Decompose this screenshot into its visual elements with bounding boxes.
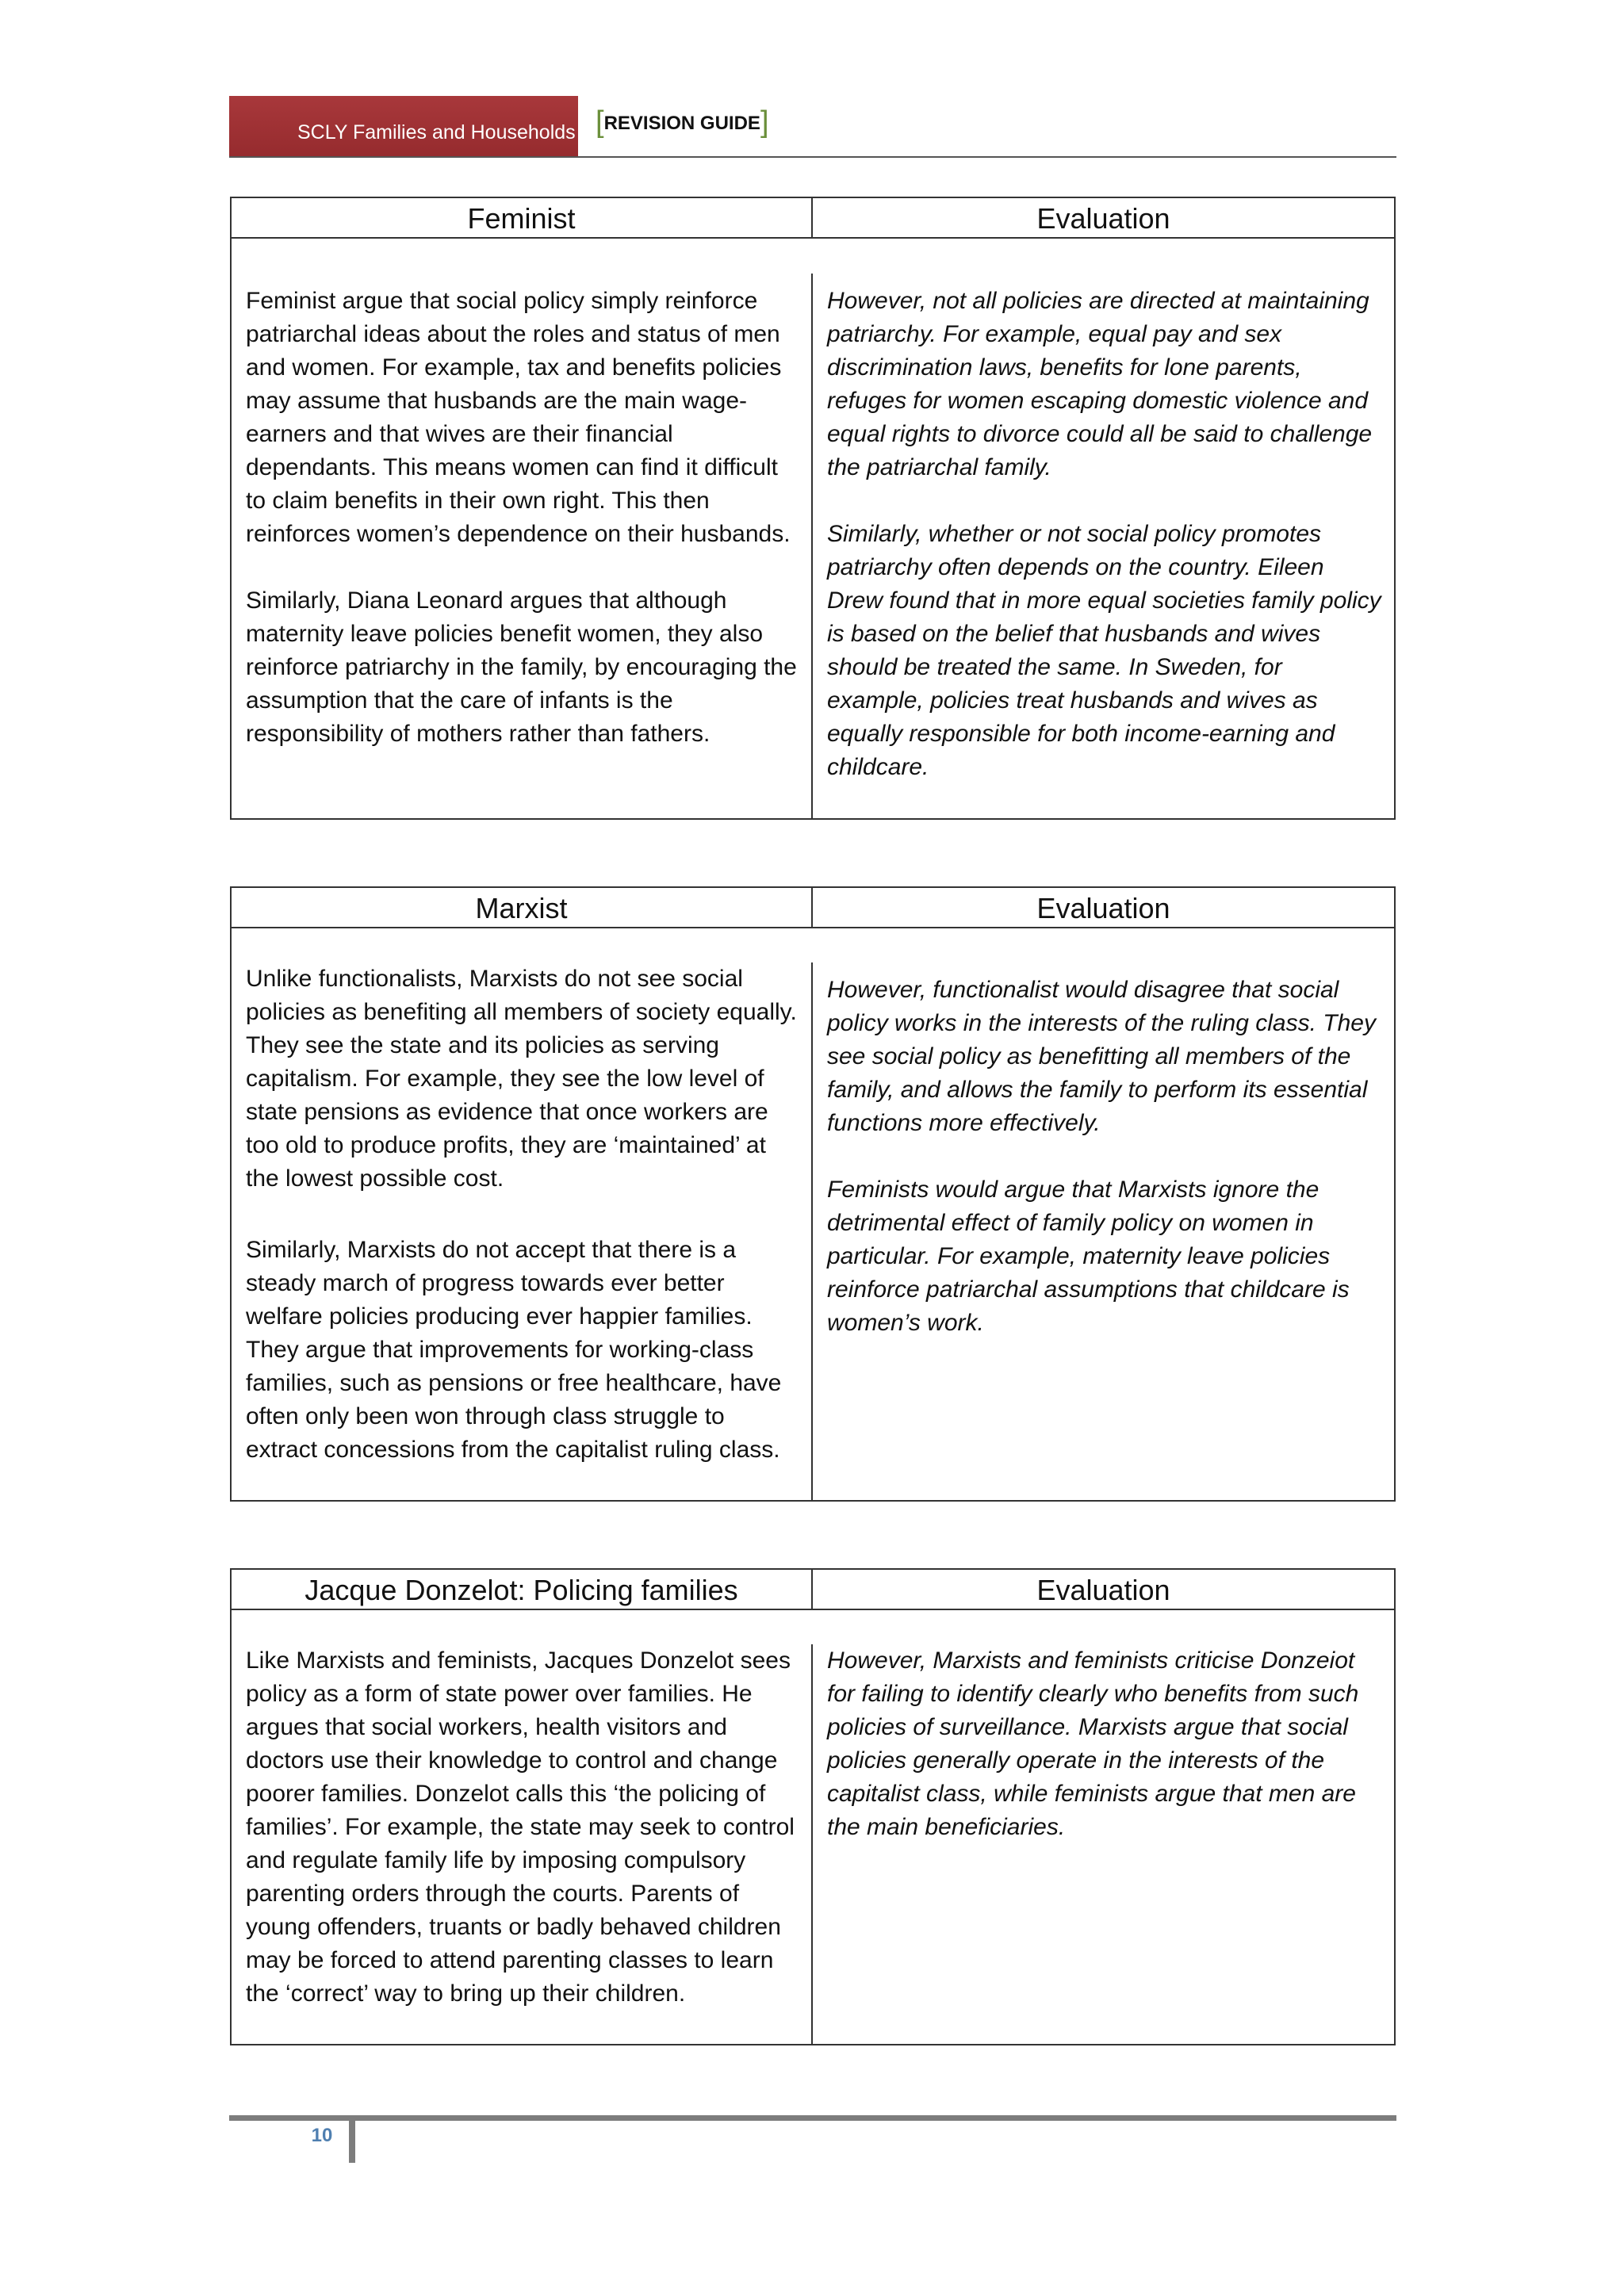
donzelot-evaluation-heading: Evaluation [813,1570,1394,1610]
donzelot-evaluation-cell [813,1644,1394,2045]
revision-guide-label [596,105,769,139]
marxist-evaluation-paragraph-2: Feminists would argue that Marxists ignore the detrimental effect of family policy on women in particular. For example, maternity leave policies reinforce patriarchal assumptions that childcare is women’s work. [827,1176,1350,1336]
feminist-text-cell [232,274,813,819]
course-title-tab [229,96,578,156]
feminist-heading: Feminist [232,198,813,239]
page-number: 10 [311,2125,333,2146]
marxist-heading: Marxist [232,888,813,928]
page-header [229,96,1396,158]
marxist-paragraph-2: Similarly, Marxists do not accept that there is a steady march of progress towards ever better welfare policies producing ever happier families. They argue that improvements for working-class families, such as pensions or free healthcare, have often only been won through class struggle to extract concessions from the capitalist ruling class. [246,1236,782,1463]
donzelot-evaluation-paragraph-1: However, Marxists and feminists criticise Donzeiot for failing to identify clearly who benefits from such policies of surveillance. Marxists argue that social policies generally operate in the interests of the capitalist class, while feminists argue that men are the main beneficiaries. [827,1647,1359,1840]
feminist-table [230,197,1396,820]
marxist-text-cell [232,962,813,1501]
donzelot-text-cell [232,1644,813,2045]
feminist-evaluation-paragraph-1: However, not all policies are directed at maintaining patriarchy. For example, equal pay and sex discrimination laws, benefits for lone parents, refuges for women escaping domestic violence and equal rights to divorce could all be said to challenge the patriarchal family. [827,287,1373,480]
footer-rule [229,2115,1396,2121]
donzelot-heading: Jacque Donzelot: Policing families [232,1570,813,1610]
marxist-paragraph-1: Unlike functionalists, Marxists do not see social policies as benefiting all members of society equally. They see the state and its policies as serving capitalism. For example, they see the low level of state pensions as evidence that once workers are too old to produce profits, they are ‘maintained’ at the lowest possible cost. [246,965,797,1192]
revision-guide-text: REVISION GUIDE [603,113,760,134]
feminist-evaluation-paragraph-2: Similarly, whether or not social policy promotes patriarchy often depends on the country. Eileen Drew found that in more equal societies family policy is based on the belief that husbands and wives should be treated the same. In Sweden, for example, policies treat husbands and wives as equally responsible for both income-earning and childcare. [827,520,1381,780]
donzelot-table [230,1568,1396,2045]
feminist-evaluation-cell [813,274,1394,819]
feminist-evaluation-heading: Evaluation [813,198,1394,239]
marxist-table [230,886,1396,1502]
marxist-evaluation-cell [813,962,1394,1501]
donzelot-paragraph-1: Like Marxists and feminists, Jacques Donzelot sees policy as a form of state power over families. He argues that social workers, health visitors and doctors use their knowledge to control and change poorer families. Donzelot calls this ‘the policing of families’. For example, the state may seek to control and regulate family life by imposing compulsory parenting orders through the courts. Parents of young offenders, truants or badly behaved children may be forced to attend parenting classes to learn the ‘correct’ way to bring up their children. [246,1647,795,2007]
footer-divider [349,2115,355,2163]
header-rule [229,156,1396,158]
course-title: SCLY Families and Households [297,121,576,144]
bracket-close: ] [760,105,769,139]
feminist-paragraph-2: Similarly, Diana Leonard argues that although maternity leave policies benefit women, they also reinforce patriarchy in the family, by encouraging the assumption that the care of infants is the responsibility of mothers rather than fathers. [246,587,797,747]
feminist-paragraph-1: Feminist argue that social policy simply reinforce patriarchal ideas about the roles and status of men and women. For example, tax and benefits policies may assume that husbands are the main wage-earners and that wives are their financial dependants. This means women can find it difficult to claim benefits in their own right. This then reinforces women’s dependence on their husbands. [246,287,791,547]
marxist-evaluation-heading: Evaluation [813,888,1394,928]
bracket-open: [ [596,105,604,139]
marxist-evaluation-paragraph-1: However, functionalist would disagree that social policy works in the interests of the ruling class. They see social policy as benefitting all members of the family, and allows the family to perform its essential functions more effectively. [827,976,1376,1136]
